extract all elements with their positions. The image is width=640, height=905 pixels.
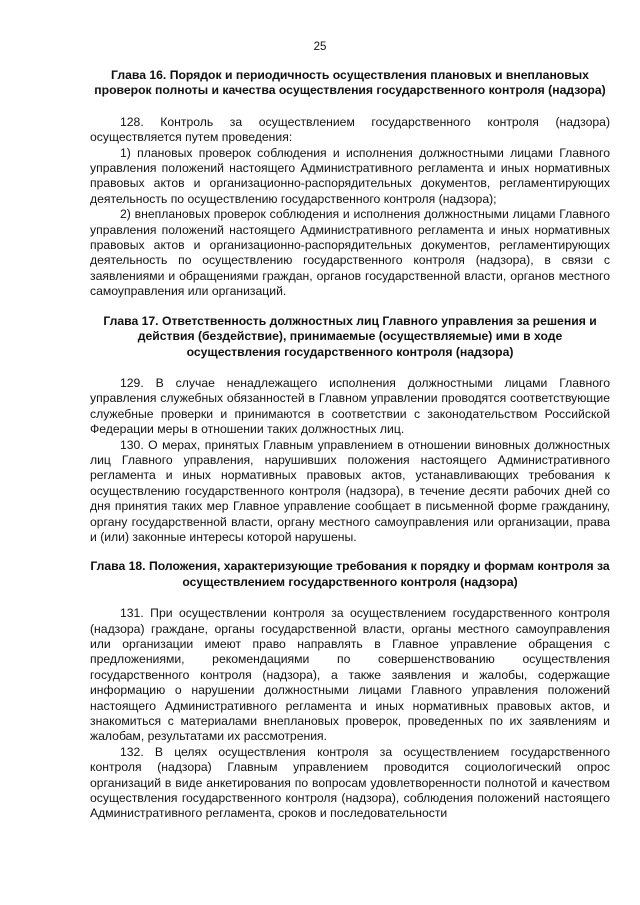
paragraph-132: 132. В целях осуществления контроля за осуществлением государственного контроля (надзора) Главным управлением проводится социологический опрос организаций в виде анкетирования по вопросам удовлетворенности полнотой и качеством осуществления государственного контроля (надзора), соблюдения положений настоящего Административного регламента, сроков и последовательности [90,744,610,821]
paragraph-128-item-1: 1) плановых проверок соблюдения и исполнения должностными лицами Главного управления положений настоящего Административного регламента и иных нормативных правовых актов и организационно-распорядительных документов, регламентирующих деятельность по осуществлению государственного контроля (надзора); [90,145,610,206]
document-body [90,68,610,822]
page-number: 25 [313,41,327,53]
paragraph-129: 129. В случае ненадлежащего исполнения должностными лицами Главного управления служебных обязанностей в Главном управлении проводятся соответствующие служебные проверки и принимаются в соответствии с законодательством Российской Федерации меры в отношении таких должностных лиц. [90,375,610,437]
paragraph-131: 131. При осуществлении контроля за осуществлением государственного контроля (надзора) граждане, органы государственной власти, органы местного самоуправления или организации имеют право направлять в Главное управление обращения с предложениями, рекомендациями по совершенствованию осуществления государственного контроля (надзора), а также заявления и жалобы, содержащие информацию о нарушении должностными лицами Главного управления положений настоящего Административного регламента и иных нормативных правовых актов, и знакомиться с материалами внеплановых проверок, проведенных по их заявлениям и жалобам, результатами их рассмотрения. [90,606,610,744]
chapter-16 [90,68,610,300]
chapter-18 [90,559,610,822]
chapter-17 [90,314,610,546]
chapter-16-heading: Глава 16. Порядок и периодичность осуществления плановых и внеплановых проверок полноты и качества осуществления государственного контроля (надзора) [94,68,606,98]
paragraph-130: 130. О мерах, принятых Главным управлением в отношении виновных должностных лиц Главного управления, нарушивших положения настоящего Административного регламента и иных нормативных правовых актов, устанавливающих требования к осуществлению государственного контроля (надзора), в течение десяти рабочих дней со дня принятия таких мер Главное управление сообщает в письменной форме гражданину, органу государственной власти, органу местного самоуправления или организации, права и (или) законные интересы которой нарушены. [90,437,610,544]
chapter-18-heading: Глава 18. Положения, характеризующие требования к порядку и формам контроля за осуществлением государственного контроля (надзора) [90,559,610,589]
paragraph-128: 128. Контроль за осуществлением государственного контроля (надзора) осуществляется путем проведения: [90,114,610,145]
chapter-17-heading: Глава 17. Ответственность должностных лиц Главного управления за решения и действия (бездействие), принимаемые (осуществляемые) ими в ходе осуществления государственного контроля (надзора) [103,313,597,359]
paragraph-128-item-2: 2) внеплановых проверок соблюдения и исполнения должностными лицами Главного управления положений настоящего Административного регламента и иных нормативных правовых актов и организационно-распорядительных документов, регламентирующих деятельность по осуществлению государственного контроля (надзора), в связи с заявлениями и обращениями граждан, органов государственной власти, органов местного самоуправления или организаций. [90,207,610,299]
